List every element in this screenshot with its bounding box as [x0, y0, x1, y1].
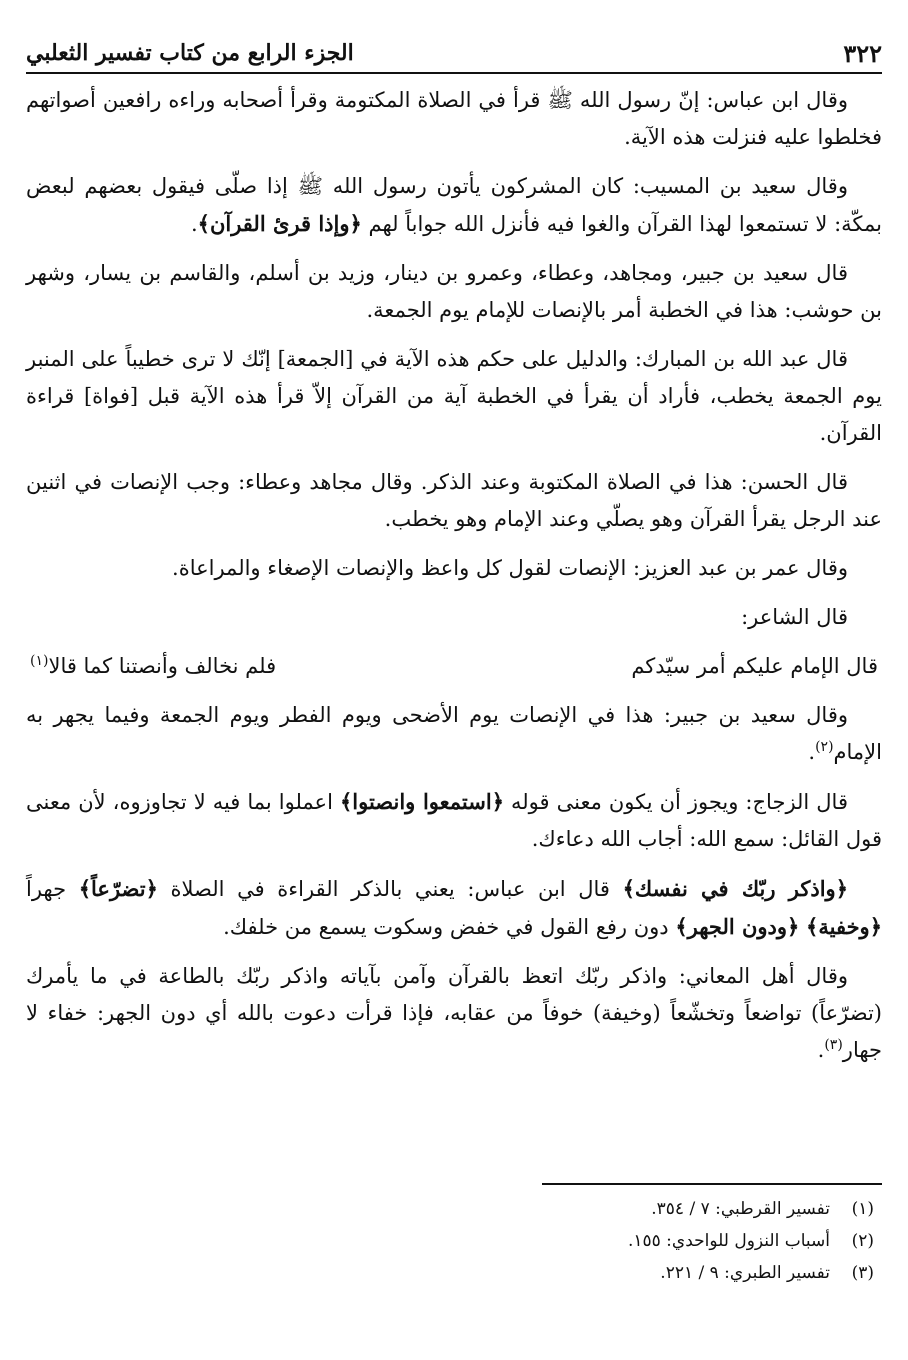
footnote-ref: (٣) [824, 1037, 843, 1053]
footnote-item: (٣) تفسير الطبري: ٩ / ٢٢١. [660, 1263, 874, 1283]
quran-quote: ﴿استمعوا وانصتوا﴾ [339, 789, 504, 814]
verse-second-hemistich: فلم نخالف وأنصتنا كما قالا$^{(١)}$ [30, 653, 277, 678]
footnote-ref: (٢) [815, 739, 834, 755]
quran-quote: ﴿وإذا قرئ القرآن﴾ [197, 211, 362, 236]
page-header [26, 28, 882, 74]
verse-first-hemistich: قال الإمام عليكم أمر سيّدكم [631, 654, 878, 678]
footnote-ref: (١) [30, 653, 49, 669]
footnote-divider [542, 1183, 882, 1185]
paragraph-ibn-abbas: وقال ابن عباس: إنّ رسول الله ﷺ قرأ في الصلاة المكتومة وقرأ أصحابه وراءه رافعين أصواتهم فخلطوا عليه فنزلت هذه الآية. [26, 88, 882, 149]
page-body [26, 82, 882, 1081]
paragraph-ahl-al-maani: وقال أهل المعاني: واذكر ربّك اتعظ بالقرآن وآمن بآياته واذكر ربّك بالطاعة في ما يأمرك (تضرّعاً) تواضعاً وتخشّعاً (وخيفة) خوفاً من عقابه، فإذا قرأت دعوت بالله أي دون الجهر: خفاء لا جهار$^{(٣)}$. [26, 964, 882, 1062]
footnote-item: (١) تفسير القرطبي: ٧ / ٣٥٤. [651, 1199, 874, 1219]
quran-quote: ﴿وخفية﴾ [806, 914, 882, 939]
footnote-item: (٢) أسباب النزول للواحدي: ١٥٥. [627, 1231, 874, 1251]
paragraph-ibn-mubarak: قال عبد الله بن المبارك: والدليل على حكم هذه الآية في [الجمعة] إنّك لا ترى خطيباً على المنبر يوم الجمعة يخطب، فأراد أن يقرأ في الخطبة آية من القرآن إلاّ قرأ هذه الآية قبل [فواة] قراءة القرآن. [26, 347, 882, 445]
paragraph-verse-commentary: ﴿واذكر ربّك في نفسك﴾ قال ابن عباس: يعني بالذكر القراءة في الصلاة ﴿تضرّعاً﴾ جهراً ﴿وخفية﴾ ﴿ودون الجهر﴾ دون رفع القول في خفض وسكوت يسمع من خلفك. [26, 876, 882, 939]
paragraph-zajjaj: قال الزجاج: ويجوز أن يكون معنى قوله ﴿استمعوا وانصتوا﴾ اعملوا بما فيه لا تجاوزوه، لأن معنى قول القائل: سمع الله: أجاب الله دعاءك. [26, 789, 882, 851]
paragraph-umar: وقال عمر بن عبد العزيز: الإنصات لقول كل واعظ والإنصات الإصغاء والمراعاة. [172, 556, 848, 580]
paragraph-poet-intro: قال الشاعر: [741, 605, 848, 629]
footnotes [26, 1183, 882, 1289]
running-title: الجزء الرابع من كتاب تفسير الثعلبي [26, 40, 354, 66]
quran-quote: ﴿تضرّعاً﴾ [78, 876, 158, 901]
quran-quote: ﴿واذكر ربّك في نفسك﴾ [622, 876, 848, 901]
paragraph-ibn-musayyib: وقال سعيد بن المسيب: كان المشركون يأتون رسول الله ﷺ إذا صلّى فيقول بعضهم لبعض بمكّة: لا تستمعوا لهذا القرآن والغوا فيه فأنزل الله جواباً لهم ﴿وإذا قرئ القرآن﴾. [26, 174, 882, 236]
quran-quote: ﴿ودون الجهر﴾ [675, 914, 800, 939]
paragraph-ibn-jubayr: قال سعيد بن جبير، ومجاهد، وعطاء، وعمرو بن دينار، وزيد بن أسلم، والقاسم بن يسار، وشهر بن حوشب: هذا في الخطبة أمر بالإنصات للإمام يوم الجمعة. [26, 261, 882, 322]
paragraph-jubayr-eid: وقال سعيد بن جبير: هذا في الإنصات يوم الأضحى ويوم الفطر ويوم الجمعة وفيما يجهر به الإمام$^{(٢)}$. [26, 703, 882, 764]
page-number: ٣٢٢ [843, 39, 882, 68]
paragraph-hasan: قال الحسن: هذا في الصلاة المكتوبة وعند الذكر. وقال مجاهد وعطاء: وجب الإنصات في اثنين عند الرجل يقرأ القرآن وهو يصلّي وعند الإمام وهو يخطب. [26, 470, 882, 531]
poetry-verse [26, 648, 882, 685]
